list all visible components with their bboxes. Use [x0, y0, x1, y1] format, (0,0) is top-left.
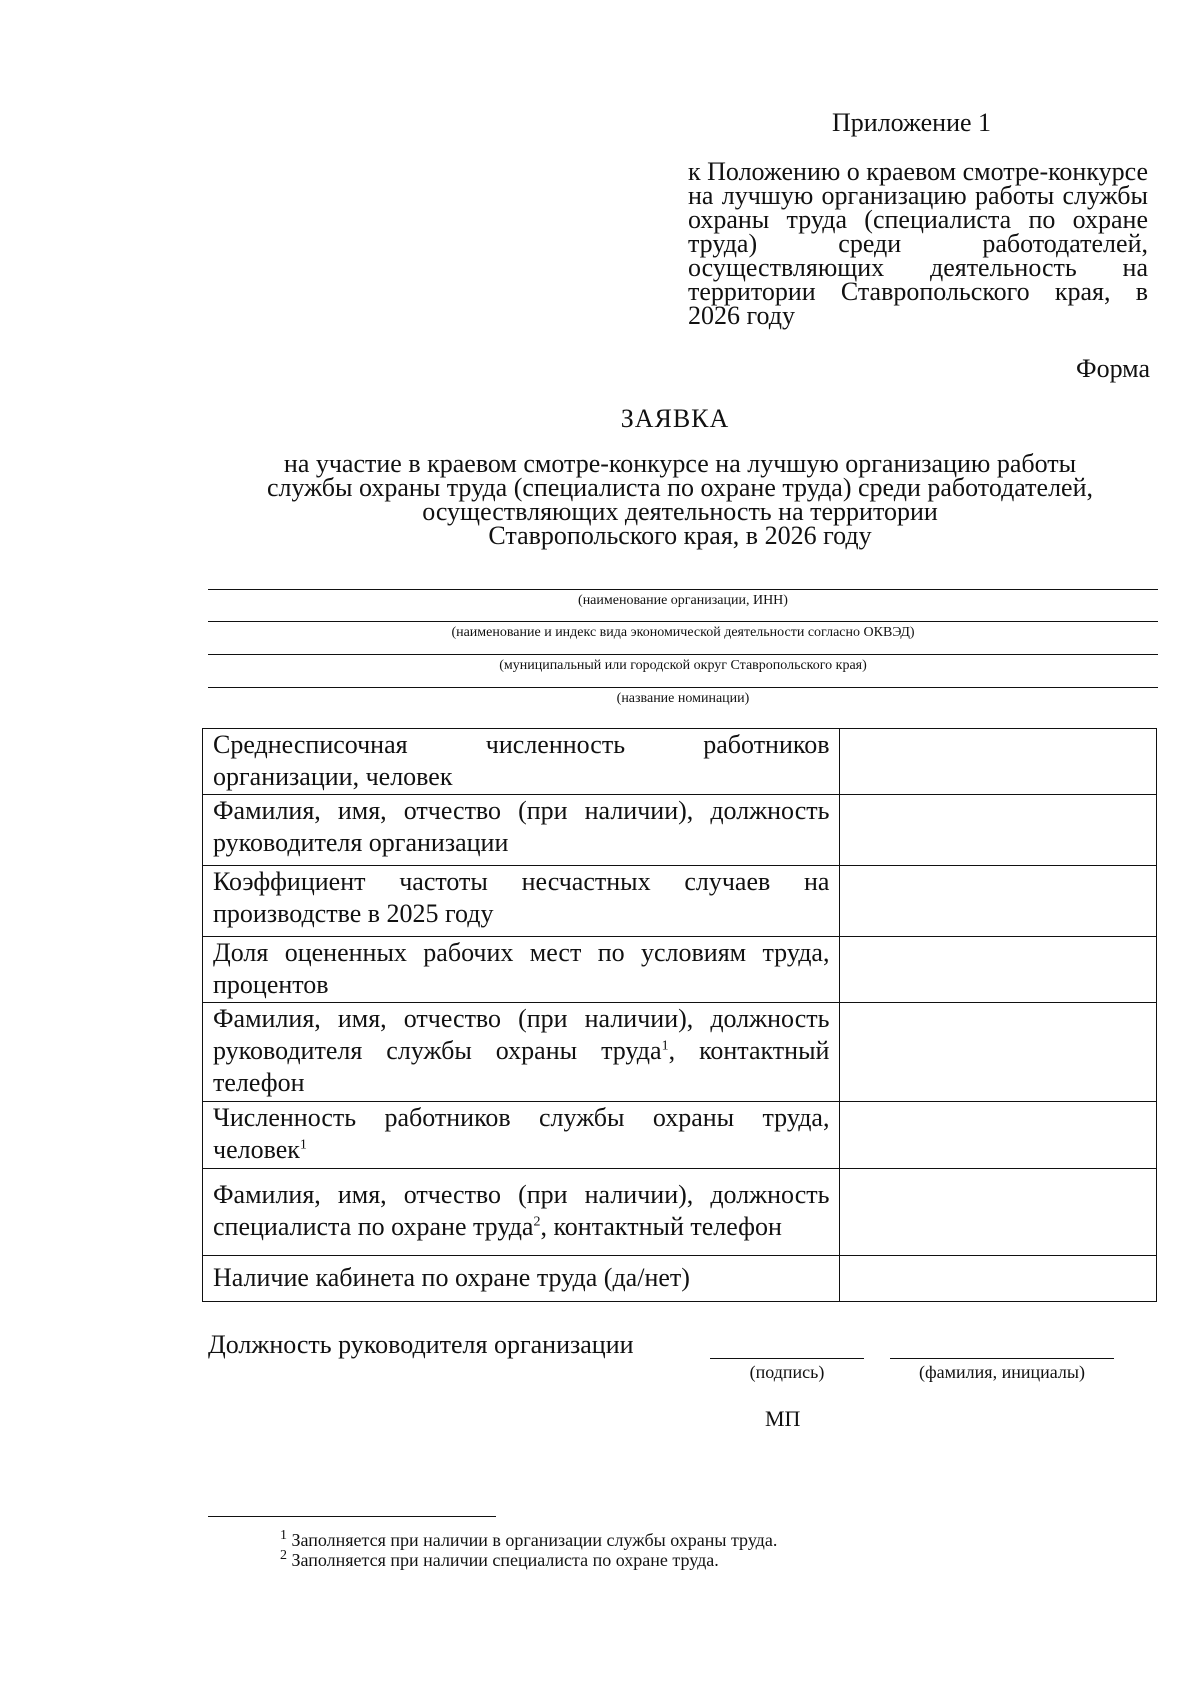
row-value-cell[interactable] — [840, 1003, 1157, 1102]
table-row — [203, 866, 1157, 937]
footnote-divider — [208, 1516, 496, 1517]
row-label — [203, 1003, 840, 1102]
nomination-field[interactable] — [208, 687, 1158, 706]
document-title: ЗАЯВКА — [620, 404, 730, 433]
row-label-text: Фамилия, имя, отчество (при наличии), должность специалиста по охране труда — [213, 1180, 830, 1241]
fill-caption: (наименование и индекс вида экономической деятельности согласно ОКВЭД) — [451, 625, 915, 640]
row-label: Среднесписочная численность работников организации, человек — [203, 729, 840, 795]
stamp-placeholder: МП — [765, 1406, 801, 1431]
row-label-text: Фамилия, имя, отчество (при наличии), должность руководителя службы охраны труда — [213, 1004, 830, 1065]
table-row — [203, 729, 1157, 795]
organization-name-field[interactable] — [208, 589, 1158, 608]
table-row — [203, 795, 1157, 866]
name-line[interactable] — [890, 1358, 1114, 1359]
appendix-title: Приложение 1 — [832, 108, 992, 137]
row-value-cell[interactable] — [840, 795, 1157, 866]
fill-line — [208, 687, 1158, 688]
subtitle-line: службы охраны труда (специалиста по охране труда) среди работодателей, — [266, 473, 1094, 502]
footnote-mark: 1 — [299, 1137, 307, 1153]
row-label — [203, 1169, 840, 1256]
fill-caption: (название номинации) — [616, 691, 750, 706]
row-label: Коэффициент частоты несчастных случаев на производстве в 2025 году — [203, 866, 840, 937]
footnotes — [280, 1530, 777, 1570]
appendix-reference: к Положению о краевом смотре-конкурсе на лучшую организацию работы службы охраны труда (специалиста по охране труда) среди работодателей, осуществляющих деятельность на территории Ставропольского края, в 2026 году — [688, 157, 1148, 330]
municipality-field[interactable] — [208, 654, 1158, 673]
table-row — [203, 1256, 1157, 1302]
footnote-mark: 1 — [661, 1038, 669, 1054]
row-label: Доля оцененных рабочих мест по условиям труда, процентов — [203, 937, 840, 1003]
fill-caption: (муниципальный или городской округ Ставропольского края) — [499, 658, 867, 673]
subtitle-line: Ставропольского края, в 2026 году — [488, 521, 872, 550]
fill-line — [208, 621, 1158, 622]
footnote-item — [280, 1550, 777, 1570]
footnote-text: Заполняется при наличии специалиста по охране труда. — [291, 1550, 719, 1570]
row-value-cell[interactable] — [840, 729, 1157, 795]
form-label: Форма — [1076, 354, 1150, 383]
row-label: Фамилия, имя, отчество (при наличии), должность руководителя организации — [203, 795, 840, 866]
table-row — [203, 1003, 1157, 1102]
row-value-cell[interactable] — [840, 1169, 1157, 1256]
application-table — [202, 728, 1157, 1302]
fill-caption: (наименование организации, ИНН) — [578, 593, 788, 608]
footnote-item — [280, 1530, 777, 1550]
row-label-text: , контактный телефон — [213, 1036, 830, 1097]
row-label-text: , контактный телефон — [540, 1212, 782, 1241]
document-subtitle — [210, 449, 1150, 550]
subtitle-line: на участие в краевом смотре-конкурсе на лучшую организацию работы — [283, 449, 1077, 478]
row-label: Наличие кабинета по охране труда (да/нет) — [203, 1256, 840, 1302]
table-row — [203, 1169, 1157, 1256]
signature-caption: (подпись) — [749, 1362, 825, 1382]
footnote-text: Заполняется при наличии в организации службы охраны труда. — [291, 1530, 778, 1550]
row-value-cell[interactable] — [840, 866, 1157, 937]
table-row — [203, 937, 1157, 1003]
table-row — [203, 1102, 1157, 1169]
signature-line[interactable] — [710, 1358, 864, 1359]
okved-field[interactable] — [208, 621, 1158, 640]
row-label — [203, 1102, 840, 1169]
footnote-mark: 2 — [280, 1548, 287, 1563]
row-label-text: Численность работников службы охраны труда, человек — [213, 1103, 830, 1164]
row-value-cell[interactable] — [840, 937, 1157, 1003]
footnote-mark: 1 — [280, 1528, 287, 1543]
row-value-cell[interactable] — [840, 1256, 1157, 1302]
subtitle-line: осуществляющих деятельность на территории — [422, 497, 938, 526]
fill-line — [208, 654, 1158, 655]
name-caption: (фамилия, инициалы) — [919, 1362, 1085, 1382]
fill-line — [208, 589, 1158, 590]
footnote-mark: 2 — [533, 1214, 541, 1230]
row-value-cell[interactable] — [840, 1102, 1157, 1169]
signatory-position-label: Должность руководителя организации — [208, 1330, 634, 1359]
